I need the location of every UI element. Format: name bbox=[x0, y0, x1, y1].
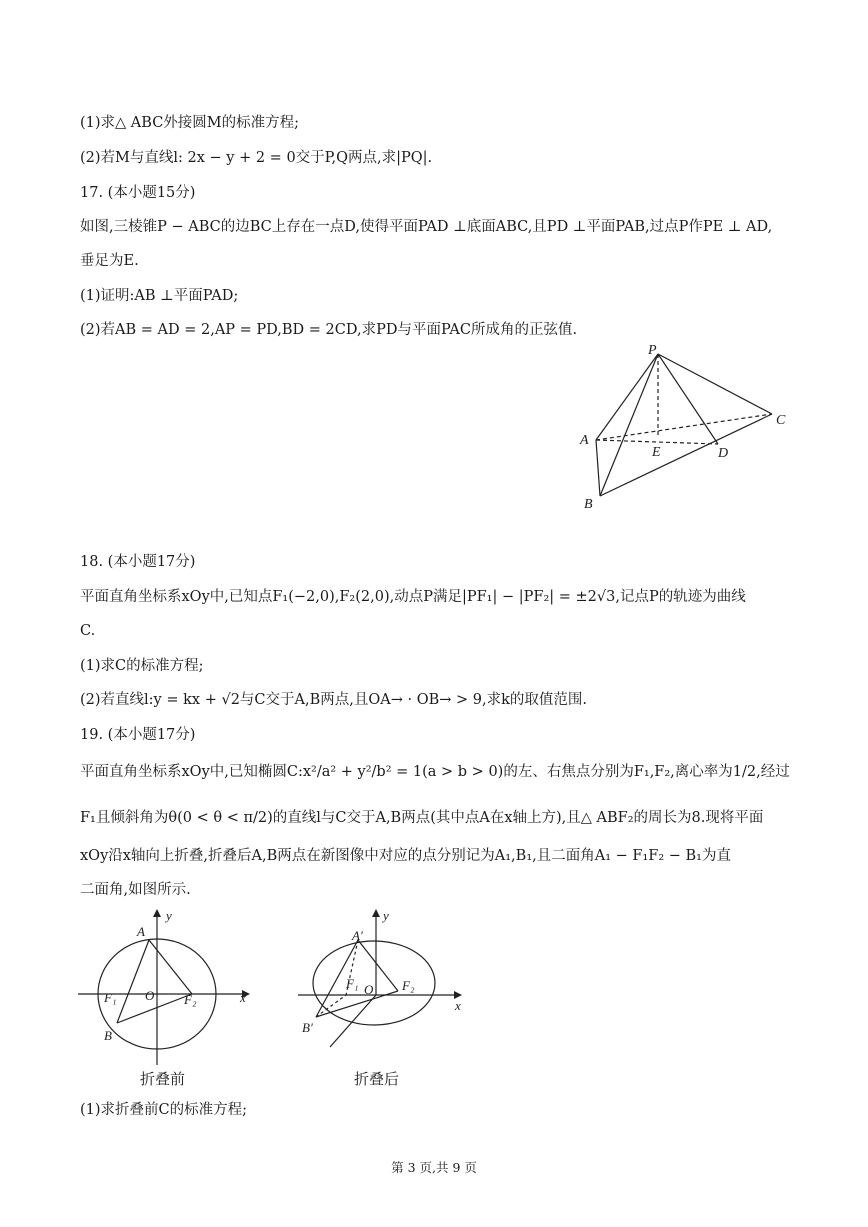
ellipse-before-figure bbox=[75, 905, 260, 1070]
label-c: C bbox=[776, 413, 786, 428]
folded-y-axis bbox=[330, 995, 376, 1047]
label-e: E bbox=[652, 445, 661, 460]
q18-stem-1: 平面直角坐标系xOy中,已知点F₁(−2,0),F₂(2,0),动点P满足|PF₁| − |PF₂| = ±2√3,记点P的轨迹为曲线 bbox=[80, 589, 746, 605]
y-axis-arrow bbox=[153, 909, 161, 917]
edge-pa bbox=[596, 354, 658, 440]
ellipse-after-figure bbox=[295, 905, 475, 1070]
label-d: D bbox=[718, 446, 729, 461]
label-b: B bbox=[584, 497, 593, 512]
label-x: x bbox=[455, 998, 461, 1013]
caption-after: 折叠后 bbox=[354, 1070, 400, 1088]
label-b: B′ bbox=[302, 1020, 313, 1035]
line-bf2 bbox=[117, 994, 192, 1023]
q17-stem-2: 垂足为E. bbox=[80, 253, 139, 269]
label-x: x bbox=[240, 990, 246, 1005]
label-f1: F₁ bbox=[346, 976, 359, 991]
label-p: P bbox=[648, 343, 657, 358]
q16-part2: (2)若M与直线l: 2x − y + 2 = 0交于P,Q两点,求|PQ|. bbox=[80, 150, 433, 166]
pyramid-figure bbox=[570, 338, 800, 518]
q19-part1: (1)求折叠前C的标准方程; bbox=[80, 1102, 248, 1118]
line-af2 bbox=[149, 940, 192, 994]
caption-before: 折叠前 bbox=[140, 1070, 186, 1088]
label-y: y bbox=[166, 908, 172, 923]
q17-stem-1: 如图,三棱锥P − ABC的边BC上存在一点D,使得平面PAD ⊥底面ABC,且PD ⊥平面PAB,过点P作PE ⊥ AD, bbox=[80, 219, 773, 235]
label-y: y bbox=[383, 908, 389, 923]
y-axis-arrow bbox=[372, 909, 380, 917]
edge-pd bbox=[658, 354, 718, 444]
label-a: A′ bbox=[352, 928, 363, 943]
q18-part2: (2)若直线l:y = kx + √2与C交于A,B两点,且OA→ · OB→ > 9,求k的取值范围. bbox=[80, 692, 587, 708]
q19-stem-1: 平面直角坐标系xOy中,已知椭圆C:x²/a² + y²/b² = 1(a > b > 0)的左、右焦点分别为F₁,F₂,离心率为1/2,经过 bbox=[80, 764, 790, 780]
q18-stem-2: C. bbox=[80, 623, 96, 639]
label-a: A bbox=[137, 924, 145, 939]
edge-pc bbox=[658, 354, 772, 414]
q19-stem-4: 二面角,如图所示. bbox=[80, 882, 191, 898]
q17-part1: (1)证明:AB ⊥平面PAD; bbox=[80, 288, 239, 304]
edge-ad bbox=[596, 440, 718, 444]
q18-part1: (1)求C的标准方程; bbox=[80, 658, 204, 674]
edge-pb bbox=[600, 354, 658, 496]
label-f2: F₂ bbox=[402, 978, 415, 993]
line-b-foot bbox=[316, 995, 346, 1017]
label-b: B bbox=[104, 1028, 112, 1043]
line-ab bbox=[117, 940, 149, 1023]
q19-stem-3: xOy沿x轴向上折叠,折叠后A,B两点在新图像中对应的点分别记为A₁,B₁,且二面角A₁ − F₁F₂ − B₁为直 bbox=[80, 848, 731, 864]
edge-ab bbox=[596, 440, 600, 496]
label-o: O bbox=[364, 982, 374, 997]
q17-heading: 17. (本小题15分) bbox=[80, 185, 196, 201]
q19-heading: 19. (本小题17分) bbox=[80, 727, 196, 743]
q17-part2: (2)若AB = AD = 2,AP = PD,BD = 2CD,求PD与平面PAC所成角的正弦值. bbox=[80, 322, 578, 338]
label-o: O bbox=[145, 988, 155, 1003]
q19-stem-2: F₁且倾斜角为θ(0 < θ < π/2)的直线l与C交于A,B两点(其中点A在x轴上方),且△ ABF₂的周长为8.现将平面 bbox=[80, 810, 764, 826]
q16-part1: (1)求△ ABC外接圆M的标准方程; bbox=[80, 115, 300, 131]
label-f2: F₂ bbox=[184, 992, 197, 1007]
page-footer: 第 3 页,共 9 页 bbox=[391, 1160, 477, 1175]
q18-heading: 18. (本小题17分) bbox=[80, 554, 196, 570]
label-a: A bbox=[580, 433, 589, 448]
label-f1: F₁ bbox=[104, 990, 117, 1005]
